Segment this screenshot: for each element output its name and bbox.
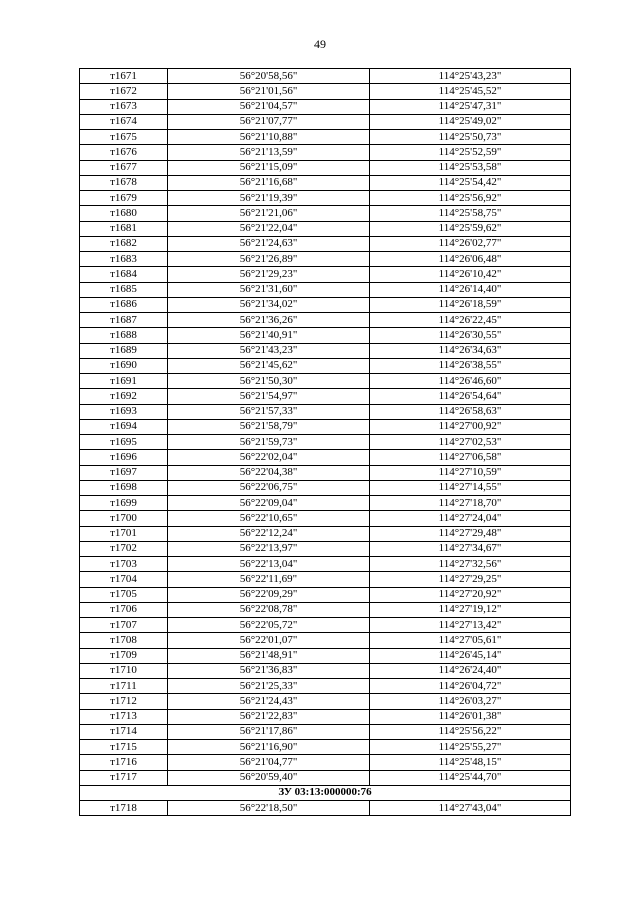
latitude-cell: 56°21'10,88" xyxy=(168,130,370,145)
table-row xyxy=(80,770,571,785)
table-row xyxy=(80,633,571,648)
table-row xyxy=(80,313,571,328)
table-row xyxy=(80,496,571,511)
point-id-cell: т1708 xyxy=(80,633,168,648)
table-row xyxy=(80,618,571,633)
longitude-cell: 114°27'00,92" xyxy=(370,419,571,434)
table-row xyxy=(80,175,571,190)
longitude-cell: 114°25'53,58" xyxy=(370,160,571,175)
latitude-cell: 56°22'11,69" xyxy=(168,572,370,587)
longitude-cell: 114°25'58,75" xyxy=(370,206,571,221)
latitude-cell: 56°21'31,60" xyxy=(168,282,370,297)
table-row xyxy=(80,587,571,602)
table-row xyxy=(80,236,571,251)
latitude-cell: 56°21'34,02" xyxy=(168,297,370,312)
point-id-cell: т1674 xyxy=(80,114,168,129)
point-id-cell: т1702 xyxy=(80,541,168,556)
point-id-cell: т1691 xyxy=(80,374,168,389)
table-row xyxy=(80,648,571,663)
table-row xyxy=(80,145,571,160)
latitude-cell: 56°22'13,97" xyxy=(168,541,370,556)
longitude-cell: 114°26'24,40" xyxy=(370,663,571,678)
table-row xyxy=(80,541,571,556)
table-row xyxy=(80,709,571,724)
longitude-cell: 114°27'05,61" xyxy=(370,633,571,648)
table-row xyxy=(80,419,571,434)
latitude-cell: 56°22'12,24" xyxy=(168,526,370,541)
point-id-cell: т1718 xyxy=(80,801,168,816)
table-row xyxy=(80,572,571,587)
point-id-cell: т1711 xyxy=(80,679,168,694)
latitude-cell: 56°21'22,83" xyxy=(168,709,370,724)
point-id-cell: т1677 xyxy=(80,160,168,175)
latitude-cell: 56°21'24,43" xyxy=(168,694,370,709)
table-row xyxy=(80,297,571,312)
longitude-cell: 114°27'24,04" xyxy=(370,511,571,526)
longitude-cell: 114°26'14,40" xyxy=(370,282,571,297)
latitude-cell: 56°21'15,09" xyxy=(168,160,370,175)
table-row xyxy=(80,191,571,206)
table-row xyxy=(80,114,571,129)
longitude-cell: 114°26'30,55" xyxy=(370,328,571,343)
table-row xyxy=(80,282,571,297)
table-row xyxy=(80,663,571,678)
latitude-cell: 56°22'08,78" xyxy=(168,602,370,617)
longitude-cell: 114°25'43,23" xyxy=(370,69,571,84)
longitude-cell: 114°26'34,63" xyxy=(370,343,571,358)
longitude-cell: 114°25'54,42" xyxy=(370,175,571,190)
point-id-cell: т1683 xyxy=(80,252,168,267)
latitude-cell: 56°21'24,63" xyxy=(168,236,370,251)
latitude-cell: 56°21'07,77" xyxy=(168,114,370,129)
latitude-cell: 56°21'16,90" xyxy=(168,740,370,755)
latitude-cell: 56°20'59,40" xyxy=(168,770,370,785)
table-row xyxy=(80,404,571,419)
longitude-cell: 114°27'19,12" xyxy=(370,602,571,617)
table-row xyxy=(80,480,571,495)
latitude-cell: 56°21'26,89" xyxy=(168,252,370,267)
longitude-cell: 114°26'03,27" xyxy=(370,694,571,709)
table-row xyxy=(80,526,571,541)
latitude-cell: 56°21'50,30" xyxy=(168,374,370,389)
longitude-cell: 114°27'29,25" xyxy=(370,572,571,587)
latitude-cell: 56°21'36,83" xyxy=(168,663,370,678)
longitude-cell: 114°27'34,67" xyxy=(370,541,571,556)
table-row xyxy=(80,450,571,465)
longitude-cell: 114°25'55,27" xyxy=(370,740,571,755)
table-row xyxy=(80,679,571,694)
latitude-cell: 56°20'58,56" xyxy=(168,69,370,84)
longitude-cell: 114°26'04,72" xyxy=(370,679,571,694)
latitude-cell: 56°22'13,04" xyxy=(168,557,370,572)
coordinates-table xyxy=(79,68,571,816)
point-id-cell: т1675 xyxy=(80,130,168,145)
latitude-cell: 56°21'43,23" xyxy=(168,343,370,358)
point-id-cell: т1673 xyxy=(80,99,168,114)
latitude-cell: 56°21'25,33" xyxy=(168,679,370,694)
longitude-cell: 114°25'49,02" xyxy=(370,114,571,129)
table-row xyxy=(80,801,571,816)
latitude-cell: 56°22'18,50" xyxy=(168,801,370,816)
table-row xyxy=(80,557,571,572)
latitude-cell: 56°21'17,86" xyxy=(168,724,370,739)
longitude-cell: 114°25'59,62" xyxy=(370,221,571,236)
latitude-cell: 56°21'16,68" xyxy=(168,175,370,190)
latitude-cell: 56°22'05,72" xyxy=(168,618,370,633)
latitude-cell: 56°21'29,23" xyxy=(168,267,370,282)
point-id-cell: т1717 xyxy=(80,770,168,785)
point-id-cell: т1687 xyxy=(80,313,168,328)
point-id-cell: т1706 xyxy=(80,602,168,617)
longitude-cell: 114°25'52,59" xyxy=(370,145,571,160)
longitude-cell: 114°26'01,38" xyxy=(370,709,571,724)
table-row xyxy=(80,84,571,99)
point-id-cell: т1698 xyxy=(80,480,168,495)
latitude-cell: 56°21'48,91" xyxy=(168,648,370,663)
latitude-cell: 56°22'02,04" xyxy=(168,450,370,465)
point-id-cell: т1686 xyxy=(80,297,168,312)
table-row xyxy=(80,99,571,114)
point-id-cell: т1710 xyxy=(80,663,168,678)
longitude-cell: 114°25'50,73" xyxy=(370,130,571,145)
table-row xyxy=(80,511,571,526)
table-row xyxy=(80,694,571,709)
longitude-cell: 114°27'06,58" xyxy=(370,450,571,465)
table-row xyxy=(80,130,571,145)
coordinates-table-body xyxy=(80,69,571,816)
longitude-cell: 114°26'45,14" xyxy=(370,648,571,663)
table-row xyxy=(80,358,571,373)
table-row xyxy=(80,267,571,282)
latitude-cell: 56°21'01,56" xyxy=(168,84,370,99)
latitude-cell: 56°21'58,79" xyxy=(168,419,370,434)
point-id-cell: т1703 xyxy=(80,557,168,572)
point-id-cell: т1715 xyxy=(80,740,168,755)
longitude-cell: 114°27'10,59" xyxy=(370,465,571,480)
longitude-cell: 114°26'22,45" xyxy=(370,313,571,328)
table-row xyxy=(80,160,571,175)
point-id-cell: т1699 xyxy=(80,496,168,511)
point-id-cell: т1685 xyxy=(80,282,168,297)
latitude-cell: 56°21'45,62" xyxy=(168,358,370,373)
point-id-cell: т1695 xyxy=(80,435,168,450)
latitude-cell: 56°22'09,04" xyxy=(168,496,370,511)
page-number: 49 xyxy=(314,37,326,51)
table-row xyxy=(80,374,571,389)
table-row xyxy=(80,69,571,84)
table-row xyxy=(80,328,571,343)
point-id-cell: т1696 xyxy=(80,450,168,465)
table-row xyxy=(80,740,571,755)
longitude-cell: 114°26'10,42" xyxy=(370,267,571,282)
longitude-cell: 114°26'38,55" xyxy=(370,358,571,373)
latitude-cell: 56°21'21,06" xyxy=(168,206,370,221)
section-header-row xyxy=(80,785,571,800)
longitude-cell: 114°25'56,22" xyxy=(370,724,571,739)
point-id-cell: т1713 xyxy=(80,709,168,724)
point-id-cell: т1678 xyxy=(80,175,168,190)
point-id-cell: т1694 xyxy=(80,419,168,434)
longitude-cell: 114°26'54,64" xyxy=(370,389,571,404)
latitude-cell: 56°22'01,07" xyxy=(168,633,370,648)
latitude-cell: 56°21'13,59" xyxy=(168,145,370,160)
section-title: ЗУ 03:13:000000:76 xyxy=(80,785,571,800)
point-id-cell: т1704 xyxy=(80,572,168,587)
longitude-cell: 114°26'02,77" xyxy=(370,236,571,251)
table-row xyxy=(80,221,571,236)
point-id-cell: т1689 xyxy=(80,343,168,358)
longitude-cell: 114°26'46,60" xyxy=(370,374,571,389)
point-id-cell: т1672 xyxy=(80,84,168,99)
longitude-cell: 114°27'29,48" xyxy=(370,526,571,541)
latitude-cell: 56°22'09,29" xyxy=(168,587,370,602)
point-id-cell: т1693 xyxy=(80,404,168,419)
point-id-cell: т1716 xyxy=(80,755,168,770)
point-id-cell: т1714 xyxy=(80,724,168,739)
latitude-cell: 56°21'40,91" xyxy=(168,328,370,343)
point-id-cell: т1681 xyxy=(80,221,168,236)
table-row xyxy=(80,343,571,358)
point-id-cell: т1692 xyxy=(80,389,168,404)
latitude-cell: 56°22'04,38" xyxy=(168,465,370,480)
longitude-cell: 114°27'14,55" xyxy=(370,480,571,495)
longitude-cell: 114°27'43,04" xyxy=(370,801,571,816)
point-id-cell: т1688 xyxy=(80,328,168,343)
point-id-cell: т1701 xyxy=(80,526,168,541)
table-row xyxy=(80,252,571,267)
point-id-cell: т1676 xyxy=(80,145,168,160)
longitude-cell: 114°26'18,59" xyxy=(370,297,571,312)
longitude-cell: 114°25'47,31" xyxy=(370,99,571,114)
table-row xyxy=(80,206,571,221)
point-id-cell: т1705 xyxy=(80,587,168,602)
latitude-cell: 56°21'36,26" xyxy=(168,313,370,328)
point-id-cell: т1700 xyxy=(80,511,168,526)
latitude-cell: 56°21'04,77" xyxy=(168,755,370,770)
point-id-cell: т1682 xyxy=(80,236,168,251)
point-id-cell: т1680 xyxy=(80,206,168,221)
point-id-cell: т1684 xyxy=(80,267,168,282)
point-id-cell: т1690 xyxy=(80,358,168,373)
longitude-cell: 114°27'18,70" xyxy=(370,496,571,511)
latitude-cell: 56°22'10,65" xyxy=(168,511,370,526)
table-row xyxy=(80,465,571,480)
longitude-cell: 114°26'06,48" xyxy=(370,252,571,267)
longitude-cell: 114°25'56,92" xyxy=(370,191,571,206)
table-row xyxy=(80,435,571,450)
table-row xyxy=(80,602,571,617)
longitude-cell: 114°25'44,70" xyxy=(370,770,571,785)
longitude-cell: 114°26'58,63" xyxy=(370,404,571,419)
point-id-cell: т1671 xyxy=(80,69,168,84)
point-id-cell: т1707 xyxy=(80,618,168,633)
latitude-cell: 56°21'54,97" xyxy=(168,389,370,404)
table-row xyxy=(80,724,571,739)
table-row xyxy=(80,389,571,404)
longitude-cell: 114°25'48,15" xyxy=(370,755,571,770)
latitude-cell: 56°21'22,04" xyxy=(168,221,370,236)
point-id-cell: т1679 xyxy=(80,191,168,206)
point-id-cell: т1697 xyxy=(80,465,168,480)
latitude-cell: 56°21'59,73" xyxy=(168,435,370,450)
latitude-cell: 56°21'19,39" xyxy=(168,191,370,206)
point-id-cell: т1712 xyxy=(80,694,168,709)
longitude-cell: 114°27'32,56" xyxy=(370,557,571,572)
point-id-cell: т1709 xyxy=(80,648,168,663)
longitude-cell: 114°27'20,92" xyxy=(370,587,571,602)
latitude-cell: 56°21'57,33" xyxy=(168,404,370,419)
longitude-cell: 114°27'02,53" xyxy=(370,435,571,450)
latitude-cell: 56°22'06,75" xyxy=(168,480,370,495)
longitude-cell: 114°25'45,52" xyxy=(370,84,571,99)
latitude-cell: 56°21'04,57" xyxy=(168,99,370,114)
longitude-cell: 114°27'13,42" xyxy=(370,618,571,633)
table-row xyxy=(80,755,571,770)
